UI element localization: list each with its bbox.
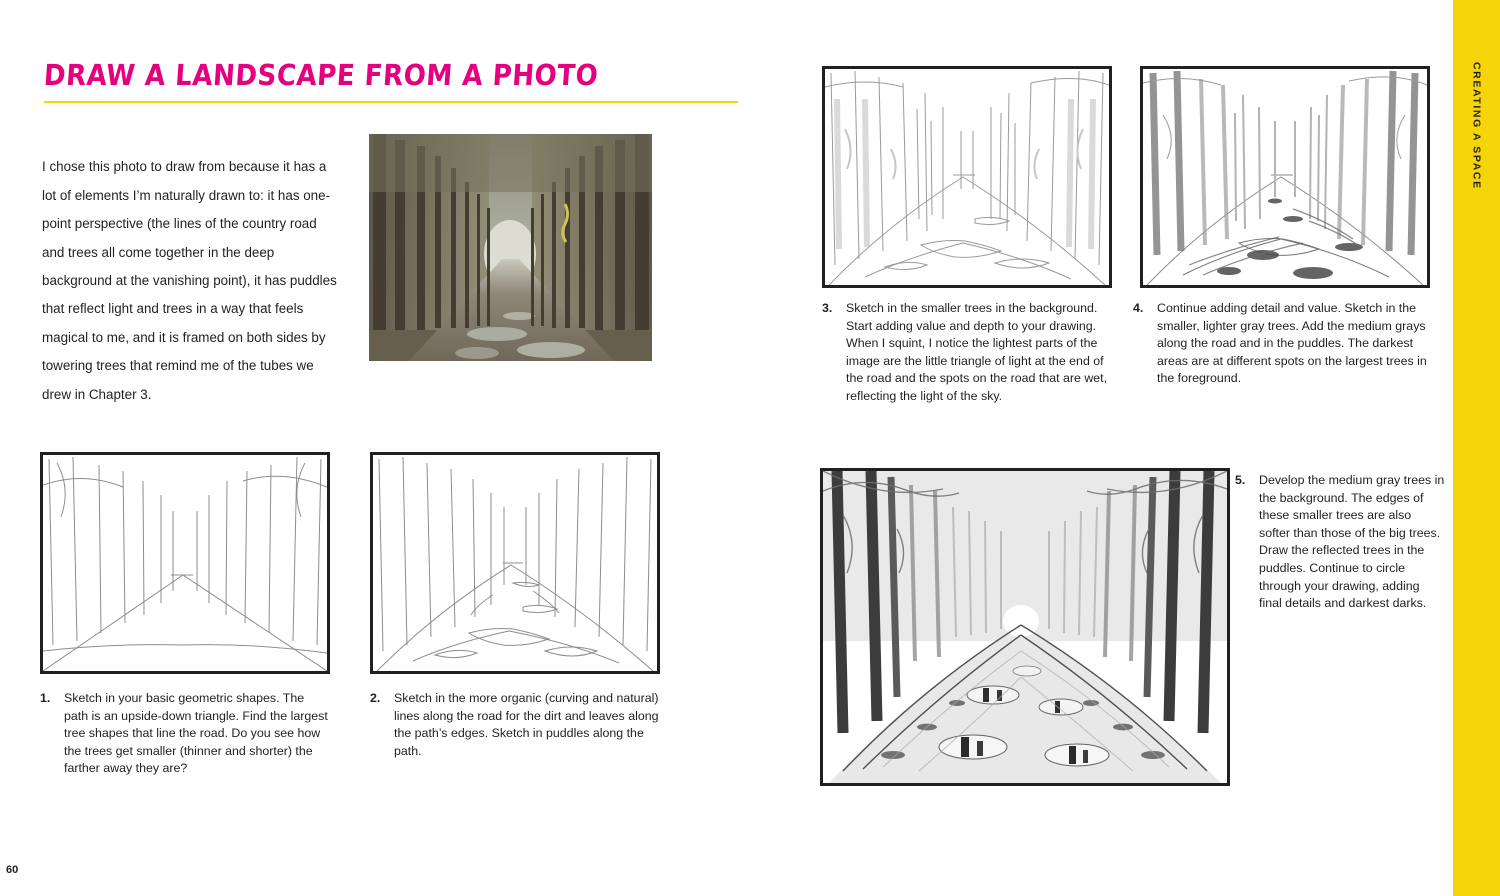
step-text: Sketch in your basic geometric shapes. The path is an upside-down triangle. Find the largest tree shapes that line the road. Do you see how the trees get smaller (thinner and shorter) the farther away they are? bbox=[64, 691, 328, 776]
intro-paragraph: I chose this photo to draw from because it has a lot of elements I’m naturally drawn to: it has one-point perspective (the lines of the country road and trees all come together in the deep background at the vanishing point), it has puddles that reflect light and trees in a way that feels magical to me, and it is framed on both sides by towering trees that remind me of the tubes we drew in Chapter 3. bbox=[42, 159, 337, 402]
step-text: Develop the medium gray trees in the background. The edges of these smaller trees are also softer than those of the big trees. Draw the reflected trees in the puddles. Continue to circle through your drawing, adding final details and darkest darks. bbox=[1259, 473, 1445, 611]
step-number: 4. bbox=[1133, 301, 1144, 315]
folio-left: 60 bbox=[6, 864, 19, 876]
step-text: Continue adding detail and value. Sketch in the smaller, lighter gray trees. Add the medium grays along the road and in the puddles. The darkest areas are at different spots on the largest trees in the foreground. bbox=[1157, 301, 1427, 386]
sketch-step-2 bbox=[370, 452, 660, 674]
sketch-step-3 bbox=[822, 66, 1112, 288]
step-caption-2 bbox=[370, 690, 660, 760]
step-number: 1. bbox=[40, 691, 51, 705]
step-number: 2. bbox=[370, 691, 381, 705]
step-text: Sketch in the more organic (curving and natural) lines along the road for the dirt and leaves along the path’s edges. Sketch in puddles along the path. bbox=[394, 691, 659, 758]
chapter-side-tab-label: CREATING A SPACE bbox=[1470, 62, 1483, 190]
reference-photo bbox=[369, 134, 652, 361]
page-title: DRAW A LANDSCAPE FROM A PHOTO bbox=[42, 58, 600, 92]
step-number: 3. bbox=[822, 301, 833, 315]
step-caption-1 bbox=[40, 690, 330, 778]
step-caption-3 bbox=[822, 300, 1117, 406]
step-text: Sketch in the smaller trees in the background. Start adding value and depth to your drawing. When I squint, I notice the lightest parts of the image are the little triangle of light at the end of the road and the spots on the road that are wet, reflecting the light of the sky. bbox=[846, 301, 1108, 403]
chapter-side-tab bbox=[1453, 0, 1500, 896]
step-caption-5 bbox=[1235, 472, 1445, 613]
sketch-step-1 bbox=[40, 452, 330, 674]
step-caption-4 bbox=[1133, 300, 1433, 388]
step-number: 5. bbox=[1235, 473, 1246, 487]
page-gutter bbox=[749, 0, 750, 896]
title-rule bbox=[44, 101, 738, 103]
sketch-step-4 bbox=[1140, 66, 1430, 288]
sketch-step-5 bbox=[820, 468, 1230, 786]
